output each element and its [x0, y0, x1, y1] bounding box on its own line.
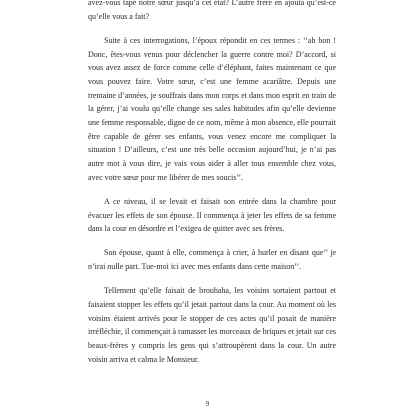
body-text [88, 0, 336, 377]
page-number: 9 [205, 400, 210, 408]
paragraph-5: Tellement qu’elle faisait de brouhaha, les voisins sortaient partout et faisaient stopper les effets qu’il jetait partout dans la cour. Au moment où les voisins étaient arrivés pour le stopper de ces actes qu’il posait de manière irréfléchie, il commençait à ramasser les morceaux de briques et jetait sur ces beaux-frères y compris les gens qui s’attroupèrent dans la cour. Un autre voisin arriva et calma le Monsieur. [88, 286, 336, 364]
paragraph-2: Suite à ces interrogations, l’époux répondit en ces termes : ‘‘ah bon ! Donc, êtes-vous venus pour déclencher la guerre contre moi? D’accord, si vous avez assez de force comme celle d’éléphant, faites maintenant ce que vous pouvez faire. Votre sœur, c’est une femme acariâtre. Depuis une trentaine d’années, je souffrais dans mon corps et dans mon esprit en train de la gérer, j’ai voulu qu’elle change ses sales habitudes afin qu’elle devienne une femme responsable, digne de ce nom, même à mon absence, elle pourrait être capable de gérer ses enfants, vous venez encore me compliquer la situation ! D’ailleurs, c’est une très belle occasion aujourd’hui, je n’ai pas autre mot à vous dire, je vais vous aider à aller tous ensemble chez vous, avec votre sœur pour me libérer de mes soucis’’. [88, 35, 336, 182]
paragraph-4: Son épouse, quant à elle, commença à crier, à hurler en disant que’’ je n’irai nulle part. Tue-moi ici avec mes enfants dans cette maison’’. [88, 248, 336, 272]
paragraph-3: A ce niveau, il se levait et faisait son entrée dans la chambre pour évacuer les effets de son épouse. Il commença à jeter les effets de sa femme dans la cour en désordre et l’exigea de quitter avec ses frères. [88, 196, 336, 234]
paragraph-1: avez-vous tapé notre sœur jusqu’à cet état? L’autre frère en ajouta qu’est-ce qu’elle vous a fait? [88, 0, 336, 21]
